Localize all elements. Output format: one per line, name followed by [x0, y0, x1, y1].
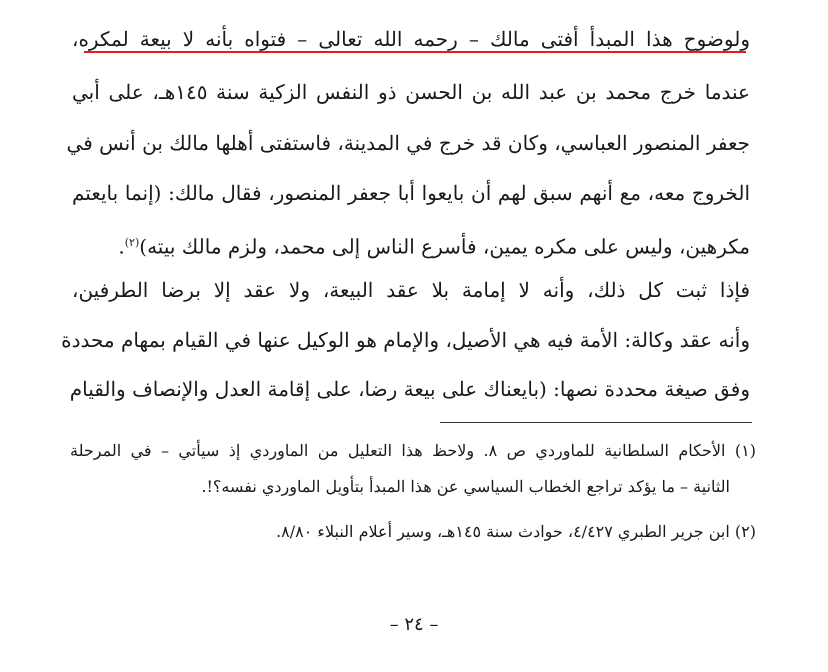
footnote-2 [70, 519, 756, 545]
body-line-5-text: مكرهين، وليس على مكره يمين، فأسرع الناس إلى محمد، ولزم مالك بيته) [139, 234, 750, 259]
footnote-1-line-2: الثانية – ما يؤكد تراجع الخطاب السياسي عن هذا المبدأ بتأويل الماوردي نفسه؟!. [201, 477, 730, 496]
body-line-4: الخروج معه، مع أنهم سبق لهم أن بايعوا أبا جعفر المنصور، فقال مالك: (إنما بايعتم [72, 181, 750, 205]
body-line-1: ولوضوح هذا المبدأ أفتى مالك – رحمه الله تعالى – فتواه بأنه لا بيعة لمكره، [72, 27, 750, 51]
body-line-5-end: . [118, 234, 125, 259]
footnote-1-text: الأحكام السلطانية للماوردي ص ٨. ولاحظ هذا التعليل من الماوردي إذ سيأتي – في المرحلة [70, 441, 726, 460]
body-line-8: وفق صيغة محددة نصها: (بايعناك على بيعة رضا، على إقامة العدل والإنصاف والقيام [69, 377, 750, 401]
body-line-3: جعفر المنصور العباسي، وكان قد خرج في المدينة، فاستفتى أهلها مالك بن أنس في [66, 131, 750, 155]
red-underline-annotation [84, 51, 746, 53]
footnote-reference: (٢) [124, 236, 140, 249]
body-line-5 [72, 228, 750, 262]
footnote-2-text: ابن جرير الطبري ٤/٤٢٧، حوادث سنة ١٤٥هـ، وسير أعلام النبلاء ٨/٨٠. [276, 522, 730, 541]
body-line-2: عندما خرج محمد بن عبد الله بن الحسن ذو النفس الزكية سنة ١٤٥هـ، على أبي [72, 80, 750, 104]
footnote-1-line-1 [70, 438, 756, 464]
footnote-1-marker: (١) [734, 441, 756, 460]
page-number: – ٢٤ – [389, 614, 439, 635]
footnote-2-marker: (٢) [734, 522, 756, 541]
body-line-7: وأنه عقد وكالة: الأمة فيه هي الأصيل، والإمام هو الوكيل عنها في القيام بمهام محددة [61, 328, 750, 352]
body-line-6: فإذا ثبت كل ذلك، وأنه لا إمامة بلا عقد البيعة، ولا عقد إلا برضا الطرفين، [72, 278, 750, 302]
footnote-separator [440, 422, 752, 423]
